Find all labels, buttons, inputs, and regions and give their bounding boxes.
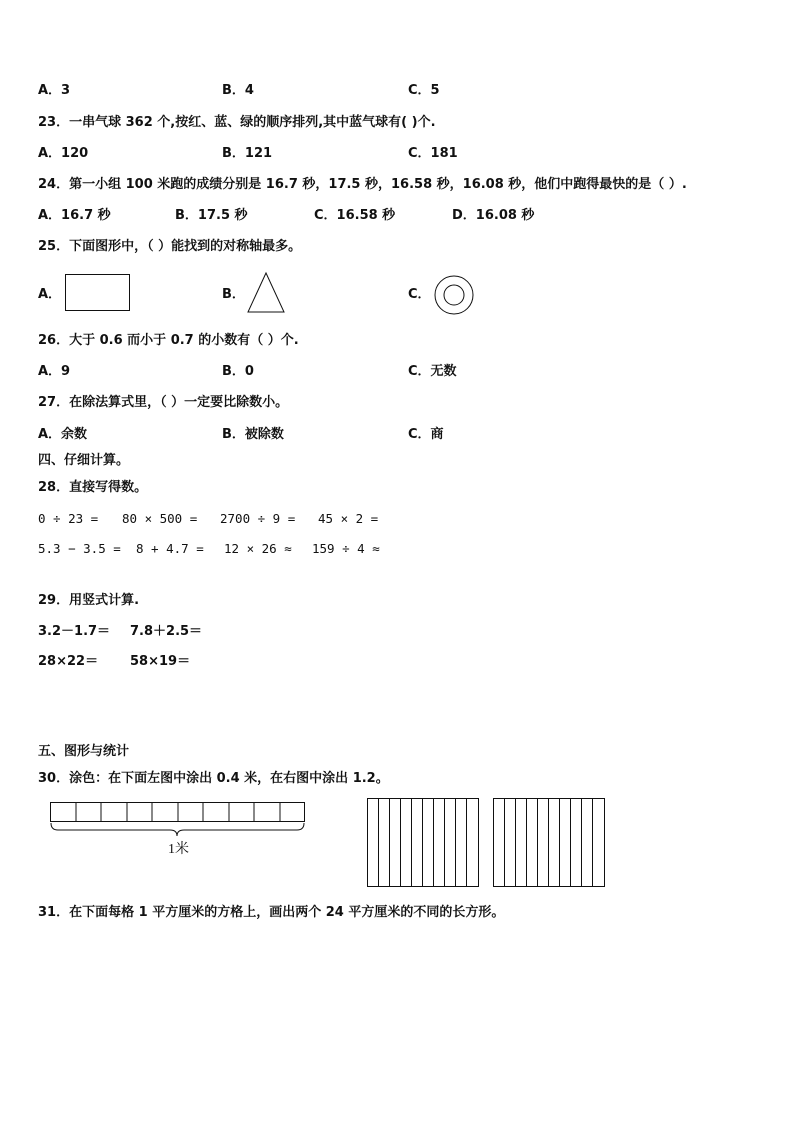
q27-option-b[interactable]: B．被除数 xyxy=(222,427,284,442)
q23-option-c[interactable]: C．181 xyxy=(408,146,458,161)
strip-grid-left[interactable] xyxy=(367,798,480,888)
triangle-shape xyxy=(247,272,285,314)
q30-stem: 30．涂色：在下面左图中涂出 0.4 米，在右图中涂出 1.2。 xyxy=(38,771,389,786)
q29-item[interactable]: 7.8＋2.5＝ xyxy=(130,624,203,639)
q29-item[interactable]: 3.2－1.7＝ xyxy=(38,624,111,639)
rectangle-shape xyxy=(65,274,131,312)
q28-item[interactable]: 159 ÷ 4 ≈ xyxy=(312,541,380,556)
q22-option-b[interactable]: B．4 xyxy=(222,83,254,98)
concentric-circles-shape xyxy=(434,275,474,315)
q25-stem: 25．下面图形中，（ ）能找到的对称轴最多。 xyxy=(38,239,302,254)
section-5-heading: 五、图形与统计 xyxy=(38,744,130,759)
q22-option-a[interactable]: A．3 xyxy=(38,83,71,98)
q24-option-c[interactable]: C．16.58 秒 xyxy=(314,208,396,223)
q24-option-b[interactable]: B．17.5 秒 xyxy=(175,208,248,223)
q23-option-b[interactable]: B．121 xyxy=(222,146,273,161)
section-4-heading: 四、仔细计算。 xyxy=(38,453,130,468)
q24-stem: 24．第一小组 100 米跑的成绩分别是 16.7 秒，17.5 秒，16.58 秒，16.08 秒，他们中跑得最快的是（ ）. xyxy=(38,177,687,192)
q28-item[interactable]: 5.3 − 3.5 = xyxy=(38,541,121,556)
q26-option-a[interactable]: A．9 xyxy=(38,364,71,379)
q24-option-d[interactable]: D．16.08 秒 xyxy=(452,208,535,223)
q27-option-a[interactable]: A．余数 xyxy=(38,427,88,442)
q25-option-c[interactable]: C． xyxy=(408,287,431,302)
q28-stem: 28．直接写得数。 xyxy=(38,480,148,495)
q26-stem: 26．大于 0.6 而小于 0.7 的小数有（ ）个. xyxy=(38,333,299,348)
q29-item[interactable]: 58×19＝ xyxy=(130,654,191,669)
q22-option-c[interactable]: C．5 xyxy=(408,83,440,98)
q28-item[interactable]: 2700 ÷ 9 = xyxy=(220,511,296,526)
q29-stem: 29．用竖式计算. xyxy=(38,593,140,608)
q28-item[interactable]: 80 × 500 = xyxy=(122,511,198,526)
q25-option-b[interactable]: B． xyxy=(222,287,245,302)
meter-strip[interactable] xyxy=(50,802,306,842)
strip-grid-right[interactable] xyxy=(493,798,606,888)
q27-stem: 27．在除法算式里，（ ）一定要比除数小。 xyxy=(38,395,289,410)
q24-option-a[interactable]: A．16.7 秒 xyxy=(38,208,111,223)
q28-item[interactable]: 12 × 26 ≈ xyxy=(224,541,292,556)
q23-option-a[interactable]: A．120 xyxy=(38,146,89,161)
q25-option-a[interactable]: A． xyxy=(38,287,62,302)
q28-item[interactable]: 45 × 2 = xyxy=(318,511,379,526)
q28-item[interactable]: 0 ÷ 23 = xyxy=(38,511,99,526)
q29-item[interactable]: 28×22＝ xyxy=(38,654,99,669)
q31-stem: 31．在下面每格 1 平方厘米的方格上，画出两个 24 平方厘米的不同的长方形。 xyxy=(38,905,505,920)
ruler-label: 1米 xyxy=(168,842,189,857)
q23-stem: 23．一串气球 362 个,按红、蓝、绿的顺序排列,其中蓝气球有( )个. xyxy=(38,115,436,130)
q26-option-b[interactable]: B．0 xyxy=(222,364,254,379)
q28-item[interactable]: 8 + 4.7 = xyxy=(136,541,204,556)
q27-option-c[interactable]: C．商 xyxy=(408,427,444,442)
q26-option-c[interactable]: C．无数 xyxy=(408,364,457,379)
